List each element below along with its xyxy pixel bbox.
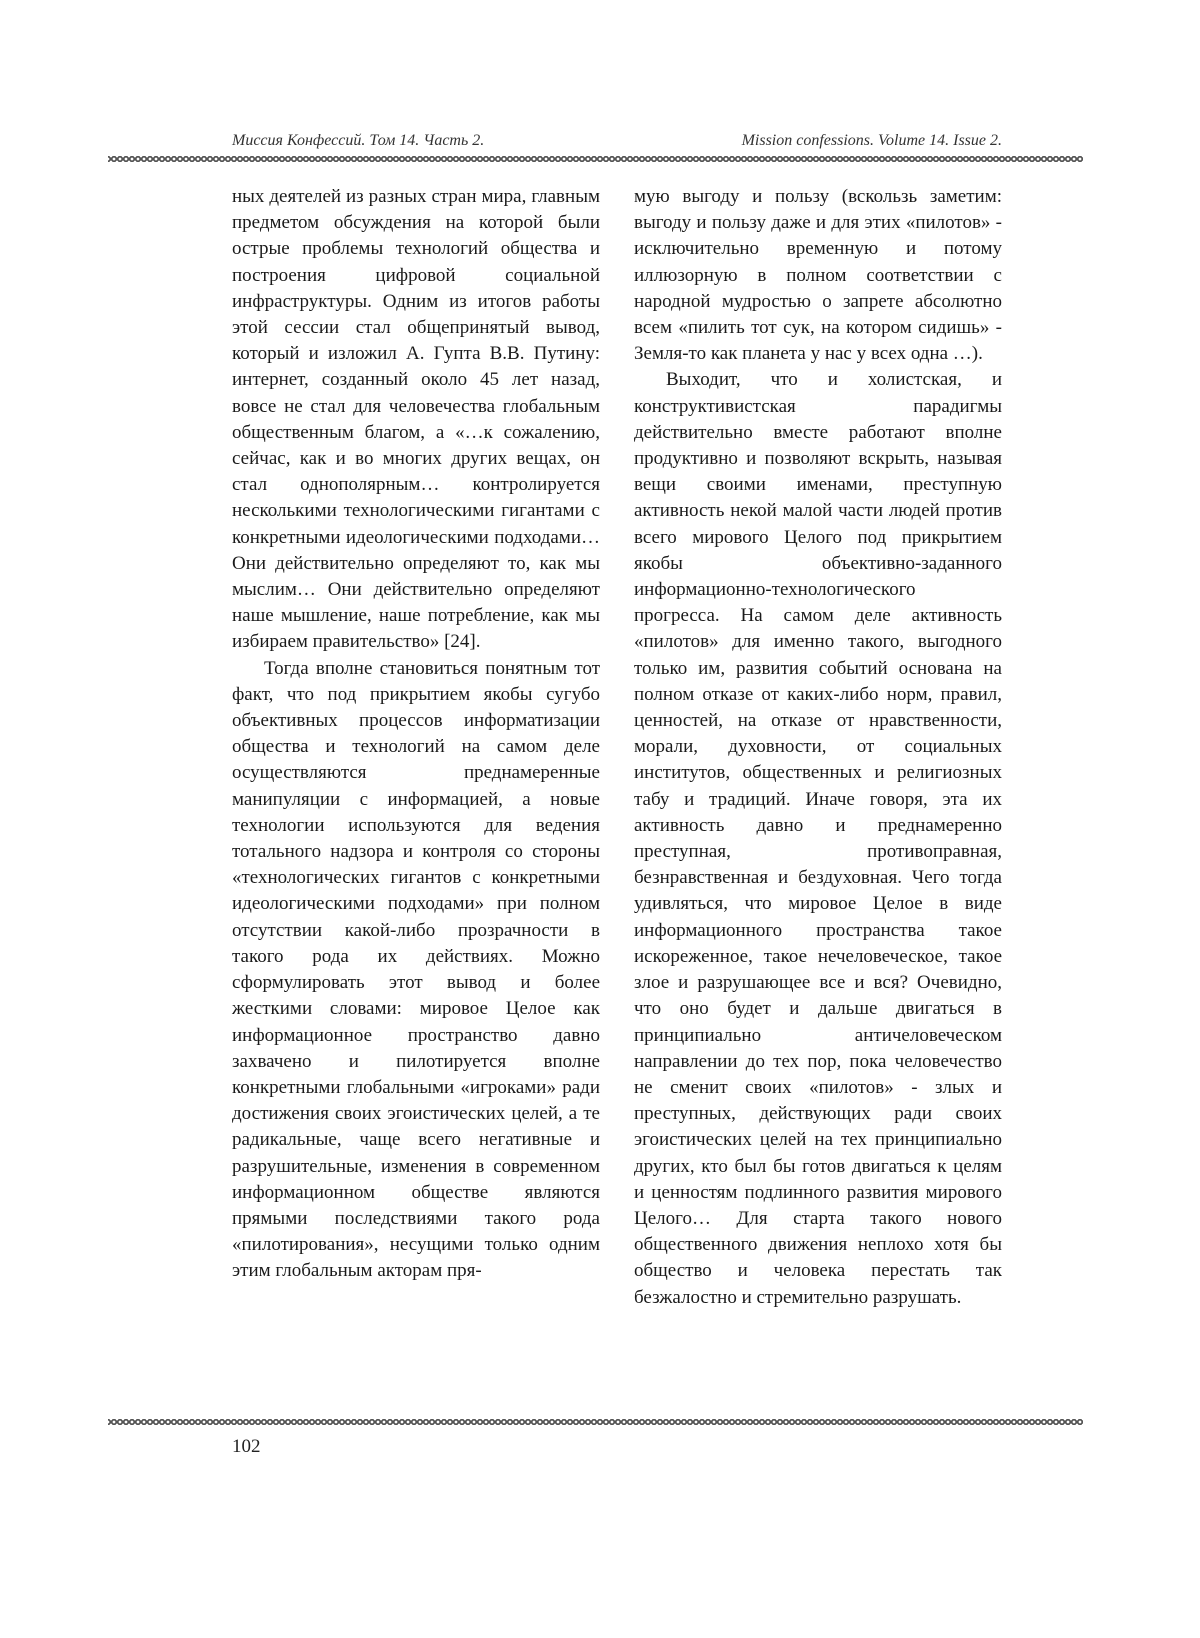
paragraph: Выходит, что и холистская, и конструктивистская парадигмы действительно вместе работают вполне продуктивно и позволяют вскрыть, называя вещи своими именами, преступную активность некой малой части людей против всего мирового Целого под прикрытием якобы объективно-заданного информационно-технологического прогресса. На самом деле активность «пилотов» для именно такого, выгодного только им, развития событий основана на полном отказе от каких-либо норм, правил, ценностей, на отказе от нравственности, морали, духовности, от социальных институтов, общественных и религиозных табу и традиций. Иначе говоря, эта их активность давно и преднамеренно преступная, противоправная, безнравственная и бездуховная. Чего тогда удивляться, что мировое Целое в виде информационного пространства такое искореженное, такое нечеловеческое, такое злое и разрушающее все и вся? Очевидно, что оно будет и дальше двигаться в принципиально античеловеческом направлении до тех пор, пока человечество не сменит своих «пилотов» - злых и преступных, действующих ради своих эгоистических целей на тех принципиально других, кто был бы готов двигаться к целям и ценностям подлинного развития мирового Целого… Для старта такого нового общественного движения неплохо хотя бы общество и человека перестать так безжалостно и стремительно разрушать. [634, 369, 1002, 1308]
running-head-journal-ru: Миссия Конфессий. Том 14. Часть 2. [232, 132, 485, 149]
paragraph: ных деятелей из разных стран мира, главным предметом обсуждения на которой были острые проблемы технологий общества и построения цифровой социальной инфраструктуры. Одним из итогов работы этой сессии стал общепринятый вывод, который и изложил А. Гупта В.В. Путину: интернет, созданный около 45 лет назад, вовсе не стал для человечества глобальным общественным благом, а «…к сожалению, сейчас, как и во многих других вещах, он стал однополярным… контролируется несколькими технологическими гигантами с конкретными идеологическими подходами…Они действительно определяют то, как мы мыслим… Они действительно определяют наше мышление, наше потребление, как мы избираем правительство» [24]. [232, 186, 600, 653]
text-column-right [634, 184, 1002, 1311]
paragraph: Тогда вполне становиться понятным тот факт, что под прикрытием якобы сугубо объективных процессов информатизации общества и технологий на самом деле осуществляются преднамеренные манипуляции с информацией, а новые технологии используются для ведения тотального надзора и контроля со стороны «технологических гигантов с конкретными идеологическими подходами» при полном отсутствии какой-либо прозрачности в такого рода их действиях. Можно сформулировать этот вывод и более жесткими словами: мировое Целое как информационное пространство давно захвачено и пилотируется вполне конкретными глобальными «игроками» ради достижения своих эгоистических целей, а те радикальные, чаще всего негативные и разрушительные, изменения в современном информационном обществе являются прямыми последствиями такого рода «пилотирования», несущими только одним этим глобальным акторам пря- [232, 657, 600, 1282]
paragraph: мую выгоду и пользу (вскользь заметим: выгоду и пользу даже и для этих «пилотов» - исключительно временную и потому иллюзорную в полном соответствии с народной мудростью о запрете абсолютно всем «пилить тот сук, на котором сидишь» - Земля-то как планета у нас у всех одна …). [634, 186, 1002, 365]
top-ornamental-rule [108, 154, 1083, 164]
text-column-left [232, 184, 600, 1285]
page-number: 102 [232, 1436, 261, 1457]
bottom-ornamental-rule [108, 1417, 1083, 1427]
running-head-journal-en: Mission confessions. Volume 14. Issue 2. [741, 132, 1002, 149]
